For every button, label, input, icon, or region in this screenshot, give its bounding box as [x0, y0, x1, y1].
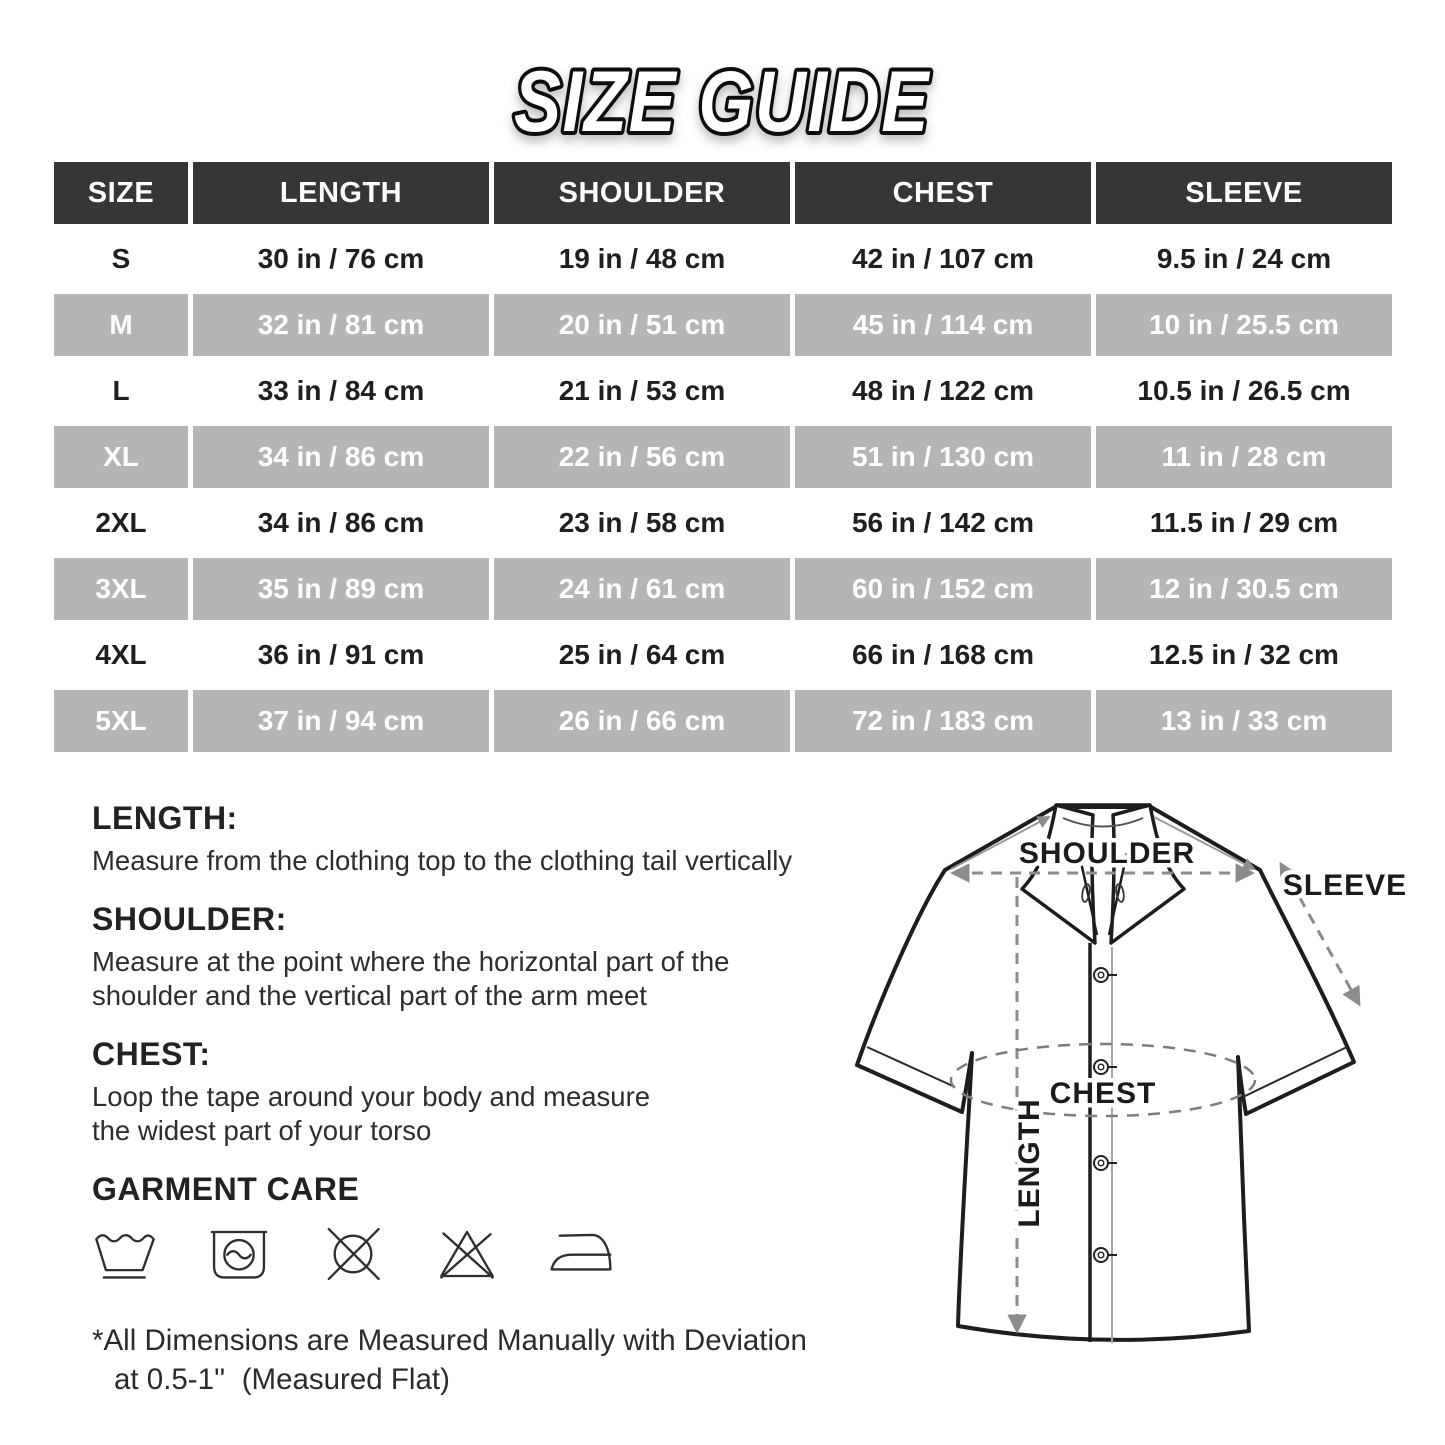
definition-length [92, 800, 892, 878]
table-row [54, 624, 1392, 686]
do-not-dry-clean-icon [320, 1224, 386, 1284]
column-header-size: SIZE [54, 162, 188, 224]
sleeve-cell: 11.5 in / 29 cm [1096, 492, 1392, 554]
shoulder-cell: 25 in / 64 cm [494, 624, 790, 686]
length-cell: 35 in / 89 cm [193, 558, 489, 620]
garment-care-icons [92, 1224, 892, 1284]
definition-text: Measure from the clothing top to the clothing tail vertically [92, 845, 793, 876]
size-cell: L [54, 360, 188, 422]
length-cell: 37 in / 94 cm [193, 690, 489, 752]
chest-cell: 51 in / 130 cm [795, 426, 1091, 488]
garment-care-heading: GARMENT CARE [92, 1171, 360, 1208]
definition-text: Loop the tape around your body and measure [92, 1081, 651, 1113]
length-cell: 32 in / 81 cm [193, 294, 489, 356]
length-cell: 36 in / 91 cm [193, 624, 489, 686]
gentle-wash-icon [92, 1224, 158, 1284]
machine-wash-icon [206, 1224, 272, 1284]
table-row [54, 690, 1392, 752]
footnote [92, 1322, 892, 1400]
diagram-label-length: LENGTH [1013, 1098, 1046, 1228]
column-header-shoulder: SHOULDER [494, 162, 790, 224]
definition-text: Measure at the point where the horizontal part of the [92, 946, 730, 978]
size-cell: M [54, 294, 188, 356]
footnote-line: at 0.5-1'' (Measured Flat) [114, 1363, 450, 1397]
size-cell: XL [54, 426, 188, 488]
footnote-line: *All Dimensions are Measured Manually with Deviation [92, 1324, 807, 1358]
shoulder-cell: 19 in / 48 cm [494, 228, 790, 290]
table-row [54, 492, 1392, 554]
chest-cell: 66 in / 168 cm [795, 624, 1091, 686]
definition-shoulder [92, 901, 892, 1013]
size-cell: 4XL [54, 624, 188, 686]
table-row [54, 228, 1392, 290]
shoulder-cell: 21 in / 53 cm [494, 360, 790, 422]
length-cell: 30 in / 76 cm [193, 228, 489, 290]
sleeve-cell: 13 in / 33 cm [1096, 690, 1392, 752]
table-row [54, 558, 1392, 620]
definitions-section [92, 800, 892, 1400]
length-cell: 34 in / 86 cm [193, 492, 489, 554]
column-header-chest: CHEST [795, 162, 1091, 224]
column-header-sleeve: SLEEVE [1096, 162, 1392, 224]
chest-cell: 45 in / 114 cm [795, 294, 1091, 356]
sleeve-cell: 12.5 in / 32 cm [1096, 624, 1392, 686]
column-header-length: LENGTH [193, 162, 489, 224]
size-cell: S [54, 228, 188, 290]
title-area [0, 28, 1445, 168]
table-row [54, 360, 1392, 422]
shoulder-cell: 26 in / 66 cm [494, 690, 790, 752]
title-graphic [0, 28, 1445, 168]
size-cell: 3XL [54, 558, 188, 620]
sleeve-cell: 9.5 in / 24 cm [1096, 228, 1392, 290]
definition-text: the widest part of your torso [92, 1115, 432, 1147]
definition-text: shoulder and the vertical part of the arm meet [92, 980, 647, 1012]
shirt-diagram [845, 785, 1445, 1445]
shoulder-cell: 22 in / 56 cm [494, 426, 790, 488]
length-cell: 33 in / 84 cm [193, 360, 489, 422]
do-not-bleach-icon [434, 1224, 500, 1284]
diagram-label-chest: CHEST [1049, 1077, 1157, 1110]
table-row [54, 294, 1392, 356]
chest-cell: 72 in / 183 cm [795, 690, 1091, 752]
definition-term: LENGTH: [92, 800, 238, 836]
chest-cell: 60 in / 152 cm [795, 558, 1091, 620]
length-cell: 34 in / 86 cm [193, 426, 489, 488]
page-title: SIZE GUIDE [514, 53, 930, 150]
shoulder-cell: 24 in / 61 cm [494, 558, 790, 620]
chest-cell: 42 in / 107 cm [795, 228, 1091, 290]
chest-cell: 48 in / 122 cm [795, 360, 1091, 422]
sleeve-cell: 10 in / 25.5 cm [1096, 294, 1392, 356]
size-table [49, 158, 1397, 756]
size-cell: 5XL [54, 690, 188, 752]
sleeve-cell: 12 in / 30.5 cm [1096, 558, 1392, 620]
chest-cell: 56 in / 142 cm [795, 492, 1091, 554]
sleeve-cell: 10.5 in / 26.5 cm [1096, 360, 1392, 422]
definition-chest [92, 1036, 892, 1148]
definition-term: SHOULDER: [92, 901, 287, 938]
shoulder-cell: 20 in / 51 cm [494, 294, 790, 356]
table-row [54, 426, 1392, 488]
shoulder-cell: 23 in / 58 cm [494, 492, 790, 554]
diagram-label-sleeve: SLEEVE [1282, 869, 1408, 902]
table-header-row [54, 162, 1392, 224]
iron-icon [548, 1224, 614, 1284]
definition-term: CHEST: [92, 1036, 211, 1073]
sleeve-cell: 11 in / 28 cm [1096, 426, 1392, 488]
diagram-label-shoulder: SHOULDER [1018, 837, 1196, 870]
size-cell: 2XL [54, 492, 188, 554]
